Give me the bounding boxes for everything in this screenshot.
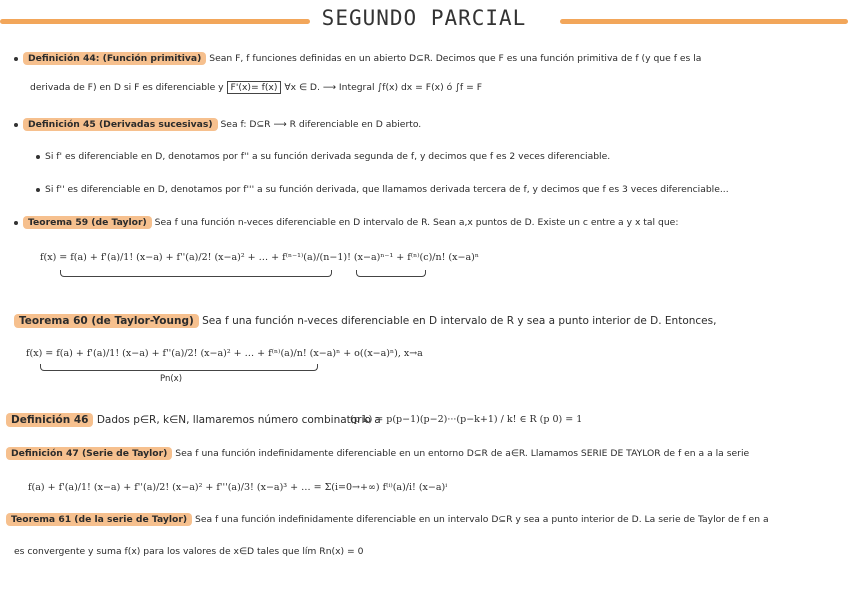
def45-item2-text: Si f'' es diferenciable en D, denotamos por f''' a su función derivada, que llamamos derivada tercera de f, y decimos que f es 3 veces diferenciable... xyxy=(45,184,729,195)
def45-item1 xyxy=(36,150,610,164)
teo59-brace-right xyxy=(356,270,426,277)
teo59-brace-left xyxy=(60,270,332,277)
teo59-line xyxy=(14,216,678,230)
def47-heading: Definición 47 (Serie de Taylor) xyxy=(6,447,172,460)
teo61-text-2: es convergente y suma f(x) para los valores de x∈D tales que lím Rn(x) = 0 xyxy=(14,546,364,557)
teo60-line xyxy=(14,314,716,328)
def44-text-2: derivada de F) en D si F es diferenciable y xyxy=(30,82,224,93)
def44-heading: Definición 44: (Función primitiva) xyxy=(23,52,206,65)
teo59-heading: Teorema 59 (de Taylor) xyxy=(23,216,152,229)
def47-text: Sea f una función indefinidamente diferenciable en un entorno D⊆R de a∈R. Llamamos SERIE DE TAYLOR de f en a a la serie xyxy=(175,448,750,459)
teo61-line2 xyxy=(14,545,364,559)
def45-item2 xyxy=(36,183,729,197)
bullet-icon xyxy=(14,221,18,225)
teo61-heading: Teorema 61 (de la serie de Taylor) xyxy=(6,513,192,526)
bullet-icon xyxy=(36,188,40,192)
def45-intro: Sea f: D⊆R ⟶ R diferenciable en D abierto. xyxy=(220,119,422,130)
teo61-text-1: Sea f una función indefinidamente diferenciable en un intervalo D⊆R y sea a punto interior de D. La serie de Taylor de f en a xyxy=(194,514,769,525)
bullet-icon xyxy=(14,123,18,127)
teo59-formula: f(x) = f(a) + f'(a)/1! (x−a) + f''(a)/2! (x−a)² + … + f⁽ⁿ⁻¹⁾(a)/(n−1)! (x−a)ⁿ⁻¹ + f⁽ⁿ⁾(c)/n! (x−a)ⁿ xyxy=(40,252,479,263)
teo60-heading: Teorema 60 (de Taylor-Young) xyxy=(14,314,199,328)
def46-heading: Definición 46 xyxy=(6,413,93,427)
def46-formula: (p k) = p(p−1)(p−2)···(p−k+1) / k! ∈ R (p 0) = 1 xyxy=(350,414,583,425)
teo60-text: Sea f una función n-veces diferenciable en D intervalo de R y sea a punto interior de D. Entonces, xyxy=(202,315,717,327)
def45-item1-text: Si f' es diferenciable en D, denotamos por f'' a su función derivada segunda de f, y decimos que f es 2 veces diferenciable. xyxy=(45,151,611,162)
def47-line xyxy=(6,447,749,461)
def47-formula: f(a) + f'(a)/1! (x−a) + f''(a)/2! (x−a)² + f'''(a)/3! (x−a)³ + … = Σ(i=0→+∞) f⁽ⁱ⁾(a)/i! (x−a)ⁱ xyxy=(28,482,448,493)
bullet-icon xyxy=(36,155,40,159)
def45-heading: Definición 45 (Derivadas sucesivas) xyxy=(23,118,218,131)
def45-line xyxy=(14,118,421,132)
teo60-brace xyxy=(40,364,318,371)
bullet-icon xyxy=(14,57,18,61)
page-title: SEGUNDO PARCIAL xyxy=(321,6,527,30)
def46-line xyxy=(6,413,381,427)
def44-text-3: ∀x ∈ D. ⟶ Integral ∫f(x) dx = F(x) ó ∫f = F xyxy=(284,82,482,93)
def44-line1 xyxy=(14,52,701,66)
def46-text: Dados p∈R, k∈N, llamaremos número combinatorio a xyxy=(96,414,381,426)
def44-text-1: Sean F, f funciones definidas en un abierto D⊆R. Decimos que F es una función primitiva de f (y que f es la xyxy=(209,53,702,64)
teo59-text: Sea f una función n-veces diferenciable en D intervalo de R. Sean a,x puntos de D. Existe un c entre a y x tal que: xyxy=(154,217,679,228)
teo60-brace-label: Pn(x) xyxy=(160,374,183,384)
teo61-line1 xyxy=(6,513,769,527)
def44-line2 xyxy=(30,81,482,95)
teo60-formula: f(x) = f(a) + f'(a)/1! (x−a) + f''(a)/2! (x−a)² + … + f⁽ⁿ⁾(a)/n! (x−a)ⁿ + o((x−a)ⁿ), x→a xyxy=(26,348,423,359)
def44-boxed-formula: F'(x)= f(x) xyxy=(227,81,282,94)
